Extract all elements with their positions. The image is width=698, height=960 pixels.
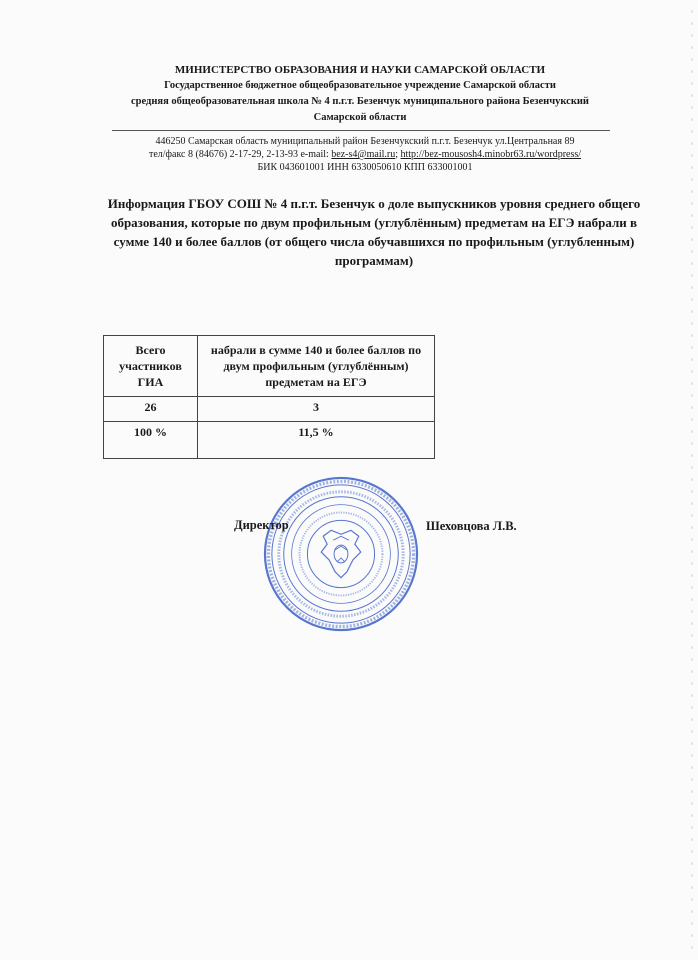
letterhead xyxy=(110,62,610,126)
signatory-role: Директор xyxy=(234,518,289,532)
website-link[interactable]: http://bez-mousosh4.minobr63.ru/wordpress/ xyxy=(400,149,582,160)
separator: ; xyxy=(395,149,401,160)
scan-edge-mark xyxy=(690,0,694,960)
header-high-scorers: набрали в сумме 140 и более баллов по двум профильным (углублённым) предметам на ЕГЭ xyxy=(198,336,435,397)
ministry-name: МИНИСТЕРСТВО ОБРАЗОВАНИЯ И НАУКИ САМАРСКОЙ ОБЛАСТИ xyxy=(174,64,546,76)
table-row xyxy=(104,422,435,459)
institution-line-2: средняя общеобразовательная школа № 4 п.г.т. Безенчук муниципального района Безенчукский xyxy=(131,96,589,107)
letterhead-divider xyxy=(112,130,610,131)
header-total-participants: Всего участников ГИА xyxy=(104,336,198,397)
contact-block xyxy=(115,135,615,174)
institution-line-1: Государственное бюджетное общеобразовательное учреждение Самарской области xyxy=(164,80,556,91)
table-header-row xyxy=(104,336,435,397)
table-row xyxy=(104,397,435,422)
high-scorers-count-cell: 3 xyxy=(198,397,435,422)
results-table xyxy=(103,335,435,459)
signatory-name: Шеховцова Л.В. xyxy=(426,519,517,533)
phone: тел/факс 8 (84676) 2-17-29, 2-13-93 e-mail: xyxy=(148,149,332,160)
total-count-cell: 26 xyxy=(104,397,198,422)
official-stamp-seal xyxy=(262,475,420,633)
institution-line-3: Самарской области xyxy=(313,112,407,123)
email-link[interactable]: bez-s4@mail.ru xyxy=(331,149,396,160)
total-percent-cell: 100 % xyxy=(104,422,198,459)
document-title: Информация ГБОУ СОШ № 4 п.г.т. Безенчук о доле выпускников уровня среднего общего образования, которые по двум профильным (углублённым) предметам на ЕГЭ набрали в сумме 140 и более баллов (от общего числа обучавшихся по профильным (углубленным) программам) xyxy=(107,196,641,268)
address: 446250 Самарская область муниципальный район Безенчукский п.г.т. Безенчук ул.Центральная 89 xyxy=(155,136,575,147)
high-scorers-percent-cell: 11,5 % xyxy=(198,422,435,459)
bank-details: БИК 043601001 ИНН 6330050610 КПП 633001001 xyxy=(257,162,473,173)
phone-email-line xyxy=(115,148,615,161)
